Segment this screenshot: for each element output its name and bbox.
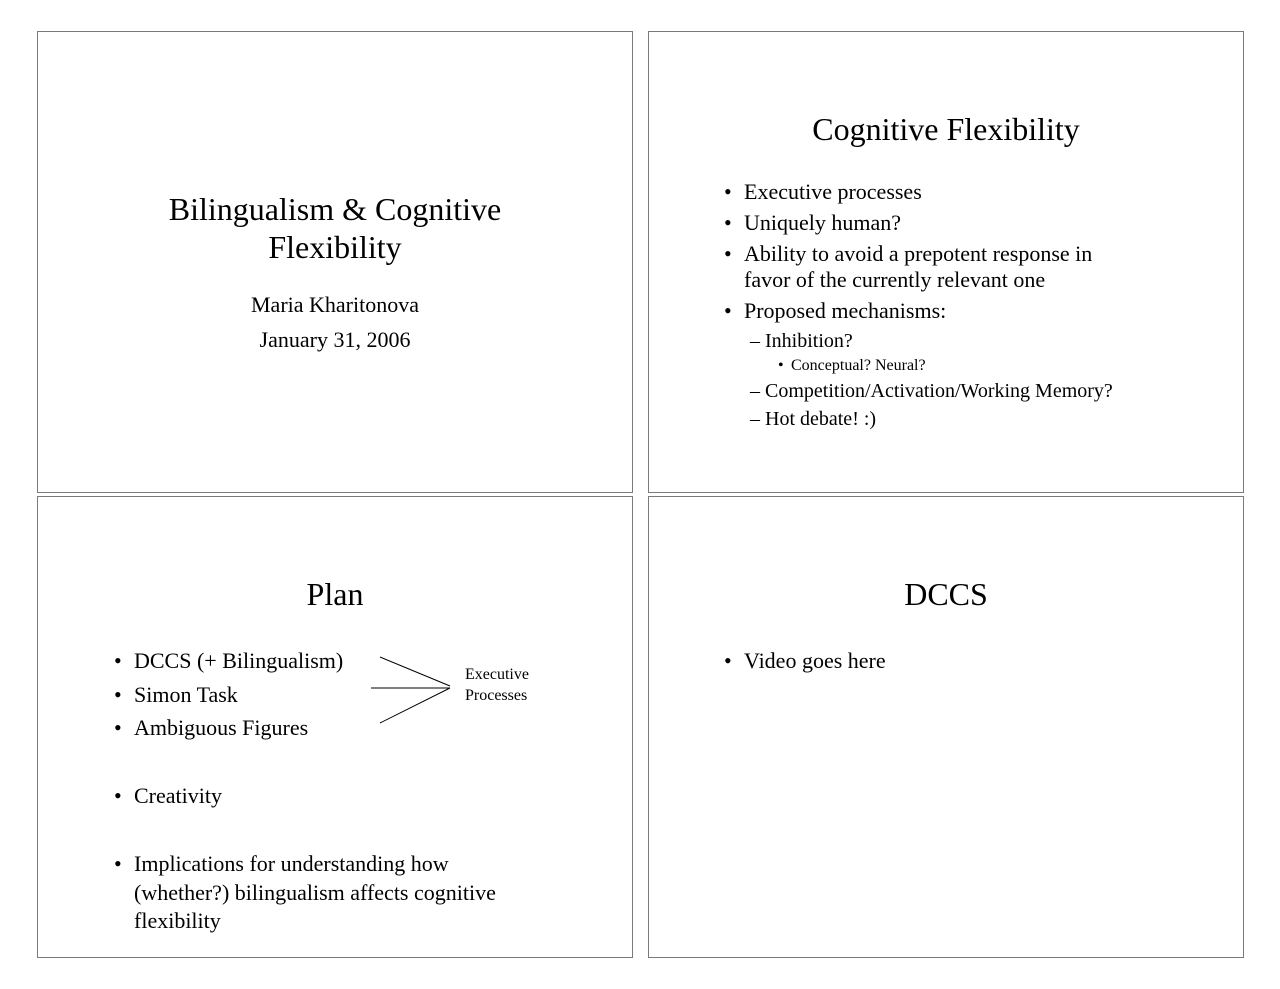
- slide-2-bullet-text: Uniquely human?: [744, 210, 902, 235]
- slide-2-sub-2: – Competition/Activation/Working Memory?: [750, 380, 1113, 402]
- slide-3-bullet-5-cont-2: flexibility: [134, 908, 221, 933]
- slide-2-sub-3: – Hot debate! :): [750, 408, 877, 430]
- slide-4-bullet-1: [724, 648, 886, 674]
- slide-1-author: Maria Kharitonova: [251, 292, 419, 317]
- slide-3-bullet-text: Simon Task: [134, 682, 238, 707]
- bullet-dot: •: [724, 298, 732, 323]
- slide-2-sub-1: – Inhibition?: [750, 330, 853, 352]
- bullet-dot: •: [724, 241, 732, 266]
- slide-2-bullet-text: Ability to avoid a prepotent response in: [744, 241, 1093, 266]
- slide-3-bullet-text: DCCS (+ Bilingualism): [134, 648, 344, 673]
- slide-1: [37, 31, 633, 493]
- bullet-dot: •: [114, 783, 122, 808]
- slide-4-bullet-text: Video goes here: [744, 648, 886, 673]
- slide-3-bullet-text: Implications for understanding how: [134, 851, 449, 876]
- slide-4-title: DCCS: [904, 576, 988, 612]
- slide-2-bullet-4: [724, 298, 947, 324]
- slide-2-bullet-text: Executive processes: [744, 179, 922, 204]
- slide-2-bullet-3: [724, 241, 1093, 267]
- slide-2-bullet-2: [724, 210, 902, 236]
- bullet-dot: •: [114, 648, 122, 673]
- slide-1-title-line-1: Bilingualism & Cognitive: [168, 191, 502, 227]
- bracket-line-bottom: [380, 688, 450, 723]
- slide-2-title: Cognitive Flexibility: [812, 111, 1080, 147]
- bullet-dot: •: [778, 357, 784, 374]
- bracket-line-top: [380, 657, 450, 686]
- slide-2-subsub-text: Conceptual? Neural?: [791, 357, 926, 374]
- slide-3-bullet-5-cont-1: (whether?) bilingualism affects cognitive: [134, 880, 496, 905]
- bullet-dot: •: [724, 179, 732, 204]
- slide-3-title: Plan: [306, 576, 364, 612]
- bullet-dot: •: [114, 715, 122, 740]
- executive-label-line-1: Executive: [465, 666, 529, 683]
- slide-1-title-line-2: Flexibility: [268, 229, 402, 265]
- slide-1-date: January 31, 2006: [259, 327, 411, 352]
- slide-3-bullet-text: Creativity: [134, 783, 222, 808]
- slide-3: [37, 496, 633, 958]
- slide-2-bullet-1: [724, 179, 922, 205]
- slide-1-title: [38, 190, 632, 266]
- slide-2-bullet-3-cont: favor of the currently relevant one: [744, 267, 1046, 292]
- bullet-dot: •: [114, 851, 122, 876]
- bracket-lines: [38, 497, 632, 957]
- bullet-dot: •: [114, 682, 122, 707]
- slide-2-subsub-1: [778, 356, 926, 376]
- slide-2: [648, 31, 1244, 493]
- slide-2-bullet-text: Proposed mechanisms:: [744, 298, 947, 323]
- slide-4: [648, 496, 1244, 958]
- executive-label-line-2: Processes: [465, 687, 528, 704]
- bullet-dot: •: [724, 648, 732, 673]
- bullet-dot: •: [724, 210, 732, 235]
- slide-3-bullet-text: Ambiguous Figures: [134, 715, 309, 740]
